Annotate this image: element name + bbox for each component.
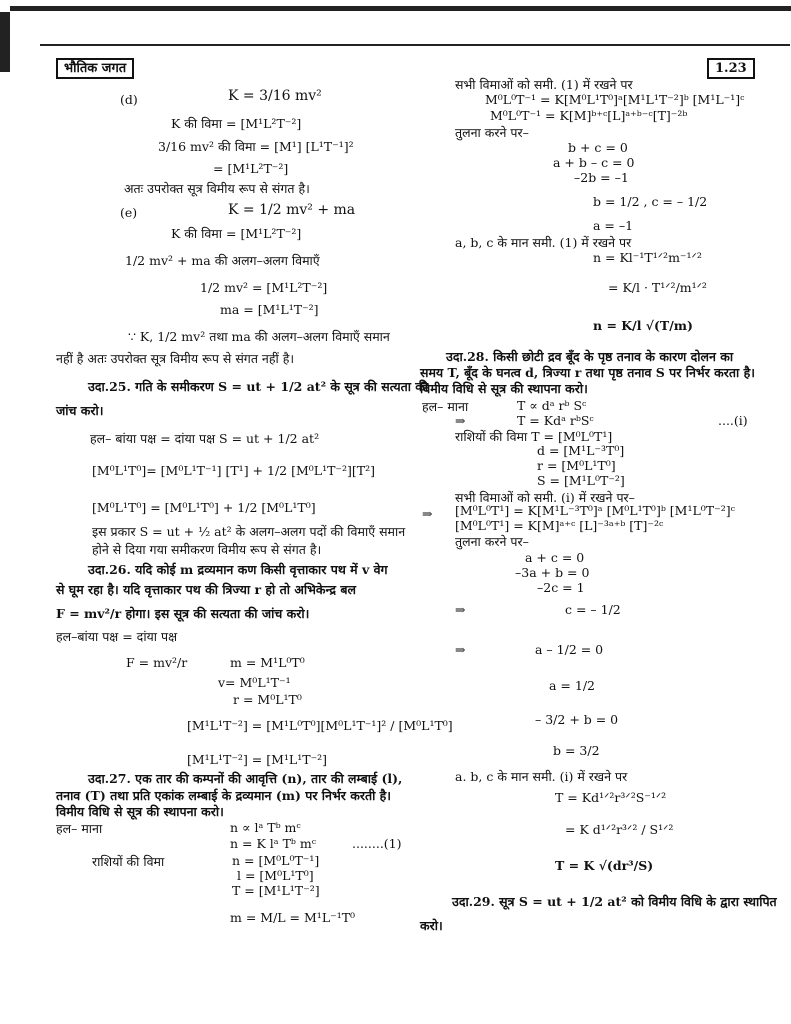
ex26-line1: हल–बांया पक्ष = दांया पक्ष [56,629,178,644]
ex27c-eq4: b = 1/2 , c = – 1/2 [593,194,708,209]
ex27c-result2: = K/l · T¹ᐟ²/m¹ᐟ² [608,280,707,295]
part-d-label: (d) [120,92,138,107]
ex28-eq-number: ....(i) [718,413,748,428]
ex28-arrow4: ⇒ [455,642,466,657]
ex27-prop1: n ∝ lᵃ Tᵇ mᶜ [230,820,301,835]
ex28-title1: उदा.28. किसी छोटी द्रव बूँद के पृष्ठ तनाव के कारण दोलन का [446,349,734,364]
ex28-result3: T = K √(dr³/S) [555,858,654,873]
top-border [10,6,791,11]
ex28-s: S = [M¹L⁰T⁻²] [537,473,625,488]
ex26-radius: r = M⁰L¹T⁰ [233,692,302,707]
scan-margin [0,12,10,72]
ex28-title3: विमीय विधि से सूत्र की स्थापना करो। [420,381,588,396]
ex27-n: n = [M⁰L⁰T⁻¹] [232,853,320,868]
ex26-title2: से घूम रहा है। यदि वृत्ताकार पथ की त्रिज्या r हो तो अभिकेन्द्र बल [56,582,356,597]
ex28-put: a. b, c के मान समी. (i) में रखने पर [455,769,628,784]
header-rule [40,44,790,46]
ex25-line5: होने से दिया गया समीकरण विमीय रूप से संगत है। [92,542,322,557]
ex28-step4: c = – 1/2 [565,602,621,617]
ex28-step5: a – 1/2 = 0 [535,642,604,657]
ex28-step3: –2c = 1 [537,580,585,595]
ex27c-substitute: a, b, c के मान समी. (1) में रखने पर [455,235,632,250]
ex27-title3: विमीय विधि से सूत्र की स्थापना करो। [56,804,224,819]
ex28-dims-label: राशियों की विमा T = [M⁰L⁰T¹] [455,429,613,444]
ex27c-eq3: –2b = –1 [574,170,629,185]
part-e-separate: 1/2 mv² + ma की अलग–अलग विमाएँ [125,253,320,268]
book-title: भौतिक जगत [56,58,134,79]
ex25-line2: [M⁰L¹T⁰]= [M⁰L¹T⁻¹] [T¹] + 1/2 [M⁰L¹T⁻²][T²] [92,463,376,478]
ex26-title3: F = mv²/r होगा। इस सूत्र की सत्यता की जांच करो। [56,606,310,621]
ex26-title1: उदा.26. यदि कोई m द्रव्यमान कण किसी वृत्ताकार पथ में v वेग [88,562,388,577]
ex27-hal: हल– माना [56,821,103,836]
ex28-eq1: [M⁰L⁰T¹] = K[M¹L⁻³T⁰]ᵃ [M⁰L¹T⁰]ᵇ [M¹L⁰T⁻²]ᶜ [455,503,735,518]
ex27-title2: तनाव (T) तथा प्रति एकांक लम्बाई के द्रव्यमान (m) पर निर्भर करती है। [56,788,392,803]
ex28-result2: = K d¹ᐟ²r³ᐟ² / S¹ᐟ² [565,822,674,837]
ex28-eq2: [M⁰L⁰T¹] = K[M]ᵃ⁺ᶜ [L]⁻³ᵃ⁺ᵇ [T]⁻²ᶜ [455,518,664,533]
part-e-dim1: 1/2 mv² = [M¹L²T⁻²] [200,280,328,295]
part-d-term-dim: 3/16 mv² की विमा = [M¹] [L¹T⁻¹]² [158,139,354,154]
ex27c-line1: सभी विमाओं को समी. (1) में रखने पर [455,77,633,92]
ex25-title2: जांच करो। [56,403,104,418]
page-number: 1.23 [707,58,755,79]
ex27c-eq5: a = –1 [593,218,634,233]
ex26-eq1: [M¹L¹T⁻²] = [M¹L⁰T⁰][M⁰L¹T⁻¹]² / [M⁰L¹T⁰] [187,718,453,733]
part-e-conc1: ∵ K, 1/2 mv² तथा ma की अलग–अलग विमाएँ समान [128,329,390,344]
part-e-formula: K = 1/2 mv² + ma [228,202,356,218]
part-e-conc2: नहीं है अतः उपरोक्त सूत्र विमीय रूप से संगत नहीं है। [56,351,295,366]
ex25-line1: हल– बांया पक्ष = दांया पक्ष S = ut + 1/2 at² [90,431,320,446]
ex28-arrow2: ⇒ [422,506,433,521]
part-e-label: (e) [120,205,138,220]
part-d-term-dim2: = [M¹L²T⁻²] [213,161,289,176]
ex27c-result3: n = K/l √(T/m) [593,318,693,333]
ex27c-eq1: b + c = 0 [568,140,628,155]
ex27-m: m = M/L = M¹L⁻¹T⁰ [230,910,356,925]
ex29-title2: करो। [420,918,443,933]
part-e-k-dim: K की विमा = [M¹L²T⁻²] [171,226,302,241]
ex27c-line3: M⁰L⁰T⁻¹ = K[M]ᵇ⁺ᶜ[L]ᵃ⁺ᵇ⁻ᶜ[T]⁻²ᵇ [490,108,688,123]
ex26-velocity: v= M⁰L¹T⁻¹ [218,675,291,690]
ex27c-compare: तुलना करने पर– [455,125,529,140]
ex25-title1: उदा.25. गति के समीकरण S = ut + 1/2 at² के सूत्र की सत्यता की [88,379,429,394]
ex28-hal: हल– माना [422,399,469,414]
ex27-T: T = [M¹L¹T⁻²] [232,883,320,898]
ex25-line3: [M⁰L¹T⁰] = [M⁰L¹T⁰] + 1/2 [M⁰L¹T⁰] [92,500,316,515]
ex27-title1: उदा.27. एक तार की कम्पनों की आवृत्ति (n), तार की लम्बाई (l), [88,771,403,786]
ex28-prop1: T ∝ dᵃ rᵇ Sᶜ [517,398,587,413]
ex28-step1: a + c = 0 [525,550,585,565]
ex27c-result1: n = Kl⁻¹T¹ᐟ²m⁻¹ᐟ² [593,250,702,265]
ex26-mass: m = M¹L⁰T⁰ [230,655,305,670]
ex29-title1: उदा.29. सूत्र S = ut + 1/2 at² को विमीय विधि के द्वारा स्थापित [452,894,777,909]
part-d-formula: K = 3/16 mv² [228,88,322,104]
ex28-arrow3: ⇒ [455,602,466,617]
ex28-prop2: T = Kdᵃ rᵇSᶜ [517,413,594,428]
ex28-d: d = [M¹L⁻³T⁰] [537,443,625,458]
ex26-eq2: [M¹L¹T⁻²] = [M¹L¹T⁻²] [187,752,328,767]
ex27-prop2: n = K lᵃ Tᵇ mᶜ [230,836,317,851]
ex27c-line2: M⁰L⁰T⁻¹ = K[M⁰L¹T⁰]ᵃ[M¹L¹T⁻²]ᵇ [M¹L⁻¹]ᶜ [485,92,745,107]
ex27c-eq2: a + b – c = 0 [553,155,635,170]
ex25-line4: इस प्रकार S = ut + ½ at² के अलग–अलग पदों की विमाएँ समान [92,524,406,539]
ex28-step7: – 3/2 + b = 0 [535,712,619,727]
ex28-step6: a = 1/2 [549,678,595,693]
ex28-compare: तुलना करने पर– [455,534,529,549]
ex27-l: l = [M⁰L¹T⁰] [237,868,314,883]
ex27-dims-label: राशियों की विमा [92,854,165,869]
ex28-result1: T = Kd¹ᐟ²r³ᐟ²S⁻¹ᐟ² [555,790,667,805]
ex28-r: r = [M⁰L¹T⁰] [537,458,616,473]
part-e-dim2: ma = [M¹L¹T⁻²] [220,302,319,317]
ex28-arrow1: ⇒ [455,413,466,428]
ex27-eq-number: ........(1) [352,836,402,851]
ex28-all: सभी विमाओं को समी. (i) में रखने पर– [455,490,635,505]
part-d-conclusion: अतः उपरोक्त सूत्र विमीय रूप से संगत है। [124,181,310,196]
ex28-step8: b = 3/2 [553,743,600,758]
ex28-title2: समय T, बूँद के घनत्व d, त्रिज्या r तथा पृष्ठ तनाव S पर निर्भर करता है। [420,365,755,380]
ex28-step2: –3a + b = 0 [515,565,590,580]
part-d-k-dim: K की विमा = [M¹L²T⁻²] [171,116,302,131]
ex26-force: F = mv²/r [126,655,188,670]
